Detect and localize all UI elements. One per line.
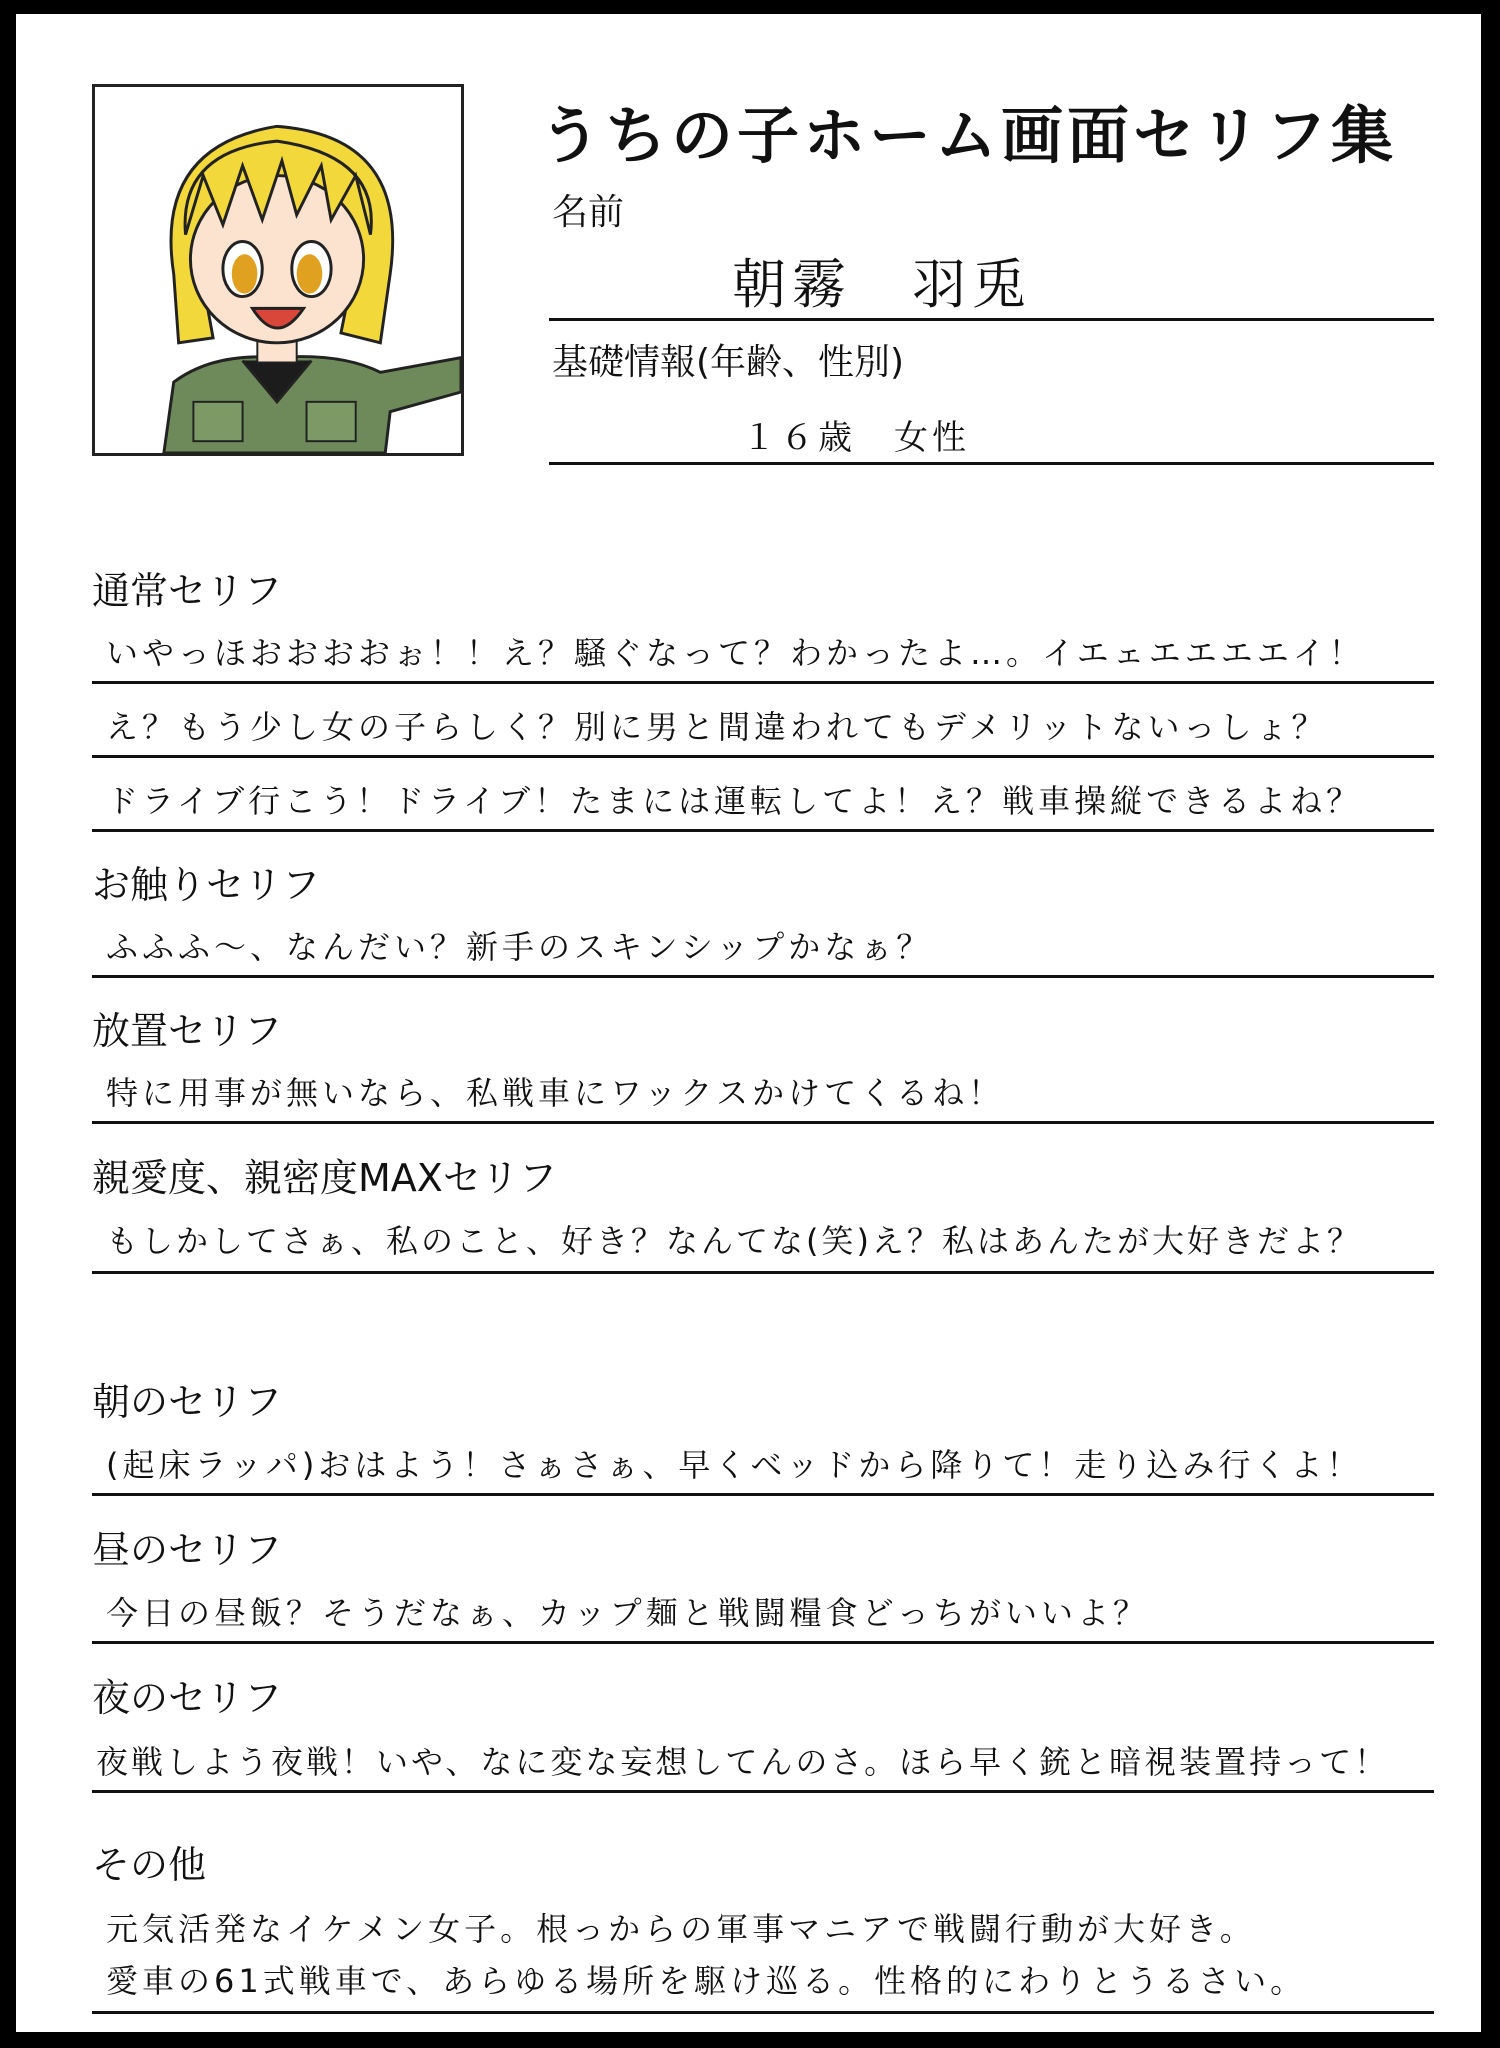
divider [92, 681, 1434, 684]
divider [92, 755, 1434, 758]
night-line-1: 夜戦しよう夜戦！いや、なに変な妄想してんのさ。ほら早く銃と暗視装置持って！ [96, 1743, 1390, 1781]
basic-info-rule [549, 462, 1434, 465]
normal-line-2: え？もう少し女の子らしく？別に男と間違われてもデメリットないっしょ？ [106, 708, 1328, 746]
portrait-illustration [95, 87, 461, 453]
character-sheet [16, 14, 1481, 2032]
normal-line-1: いやっほおおおおぉ！！え？騒ぐなって？わかったよ…。イエェエエエエイ！ [106, 634, 1365, 672]
name-rule [549, 318, 1434, 321]
basic-info-value: １６歳 女性 [742, 418, 970, 458]
other-line-1: 元気活発なイケメン女子。根っからの軍事マニアで戦闘行動が大好き。 [106, 1910, 1256, 1948]
morning-section-heading: 朝のセリフ [92, 1380, 283, 1424]
character-portrait [92, 84, 464, 456]
divider [92, 1790, 1434, 1793]
touch-section-heading: お触りセリフ [92, 863, 321, 907]
other-line-2: 愛車の61式戦車で、あらゆる場所を駆け巡る。性格的にわりとうるさい。 [106, 1962, 1307, 2000]
idle-section-heading: 放置セリフ [92, 1009, 283, 1053]
normal-line-3: ドライブ行こう！ドライブ！たまには運転してよ！え？戦車操縦できるよね？ [106, 782, 1363, 820]
divider [92, 1271, 1434, 1274]
touch-line-1: ふふふ～、なんだい？新手のスキンシップかなぁ？ [106, 928, 933, 966]
morning-line-1: (起床ラッパ)おはよう！さぁさぁ、早くベッドから降りて！走り込み行くよ！ [106, 1446, 1363, 1484]
divider [92, 1121, 1434, 1124]
name-label: 名前 [552, 192, 625, 233]
normal-section-heading: 通常セリフ [92, 569, 283, 613]
divider [92, 1641, 1434, 1644]
name-value: 朝霧 羽兎 [732, 253, 1032, 316]
divider [92, 975, 1434, 978]
divider [92, 2011, 1434, 2014]
idle-line-1: 特に用事が無いなら、私戦車にワックスかけてくるね！ [106, 1074, 1005, 1112]
divider [92, 829, 1434, 832]
affection-line-1: もしかしてさぁ、私のこと、好き？なんてな(笑)え？私はあんたが大好きだよ？ [106, 1222, 1362, 1260]
night-section-heading: 夜のセリフ [92, 1676, 283, 1720]
other-section-heading: その他 [92, 1843, 207, 1887]
basic-info-label: 基礎情報(年齢、性別) [552, 342, 905, 383]
affection-section-heading: 親愛度、親密度MAXセリフ [92, 1156, 557, 1200]
page-title: うちの子ホーム画面セリフ集 [539, 99, 1398, 172]
divider [92, 1493, 1434, 1496]
noon-line-1: 今日の昼飯？そうだなぁ、カップ麺と戦闘糧食どっちがいいよ？ [106, 1594, 1150, 1632]
noon-section-heading: 昼のセリフ [92, 1528, 283, 1572]
